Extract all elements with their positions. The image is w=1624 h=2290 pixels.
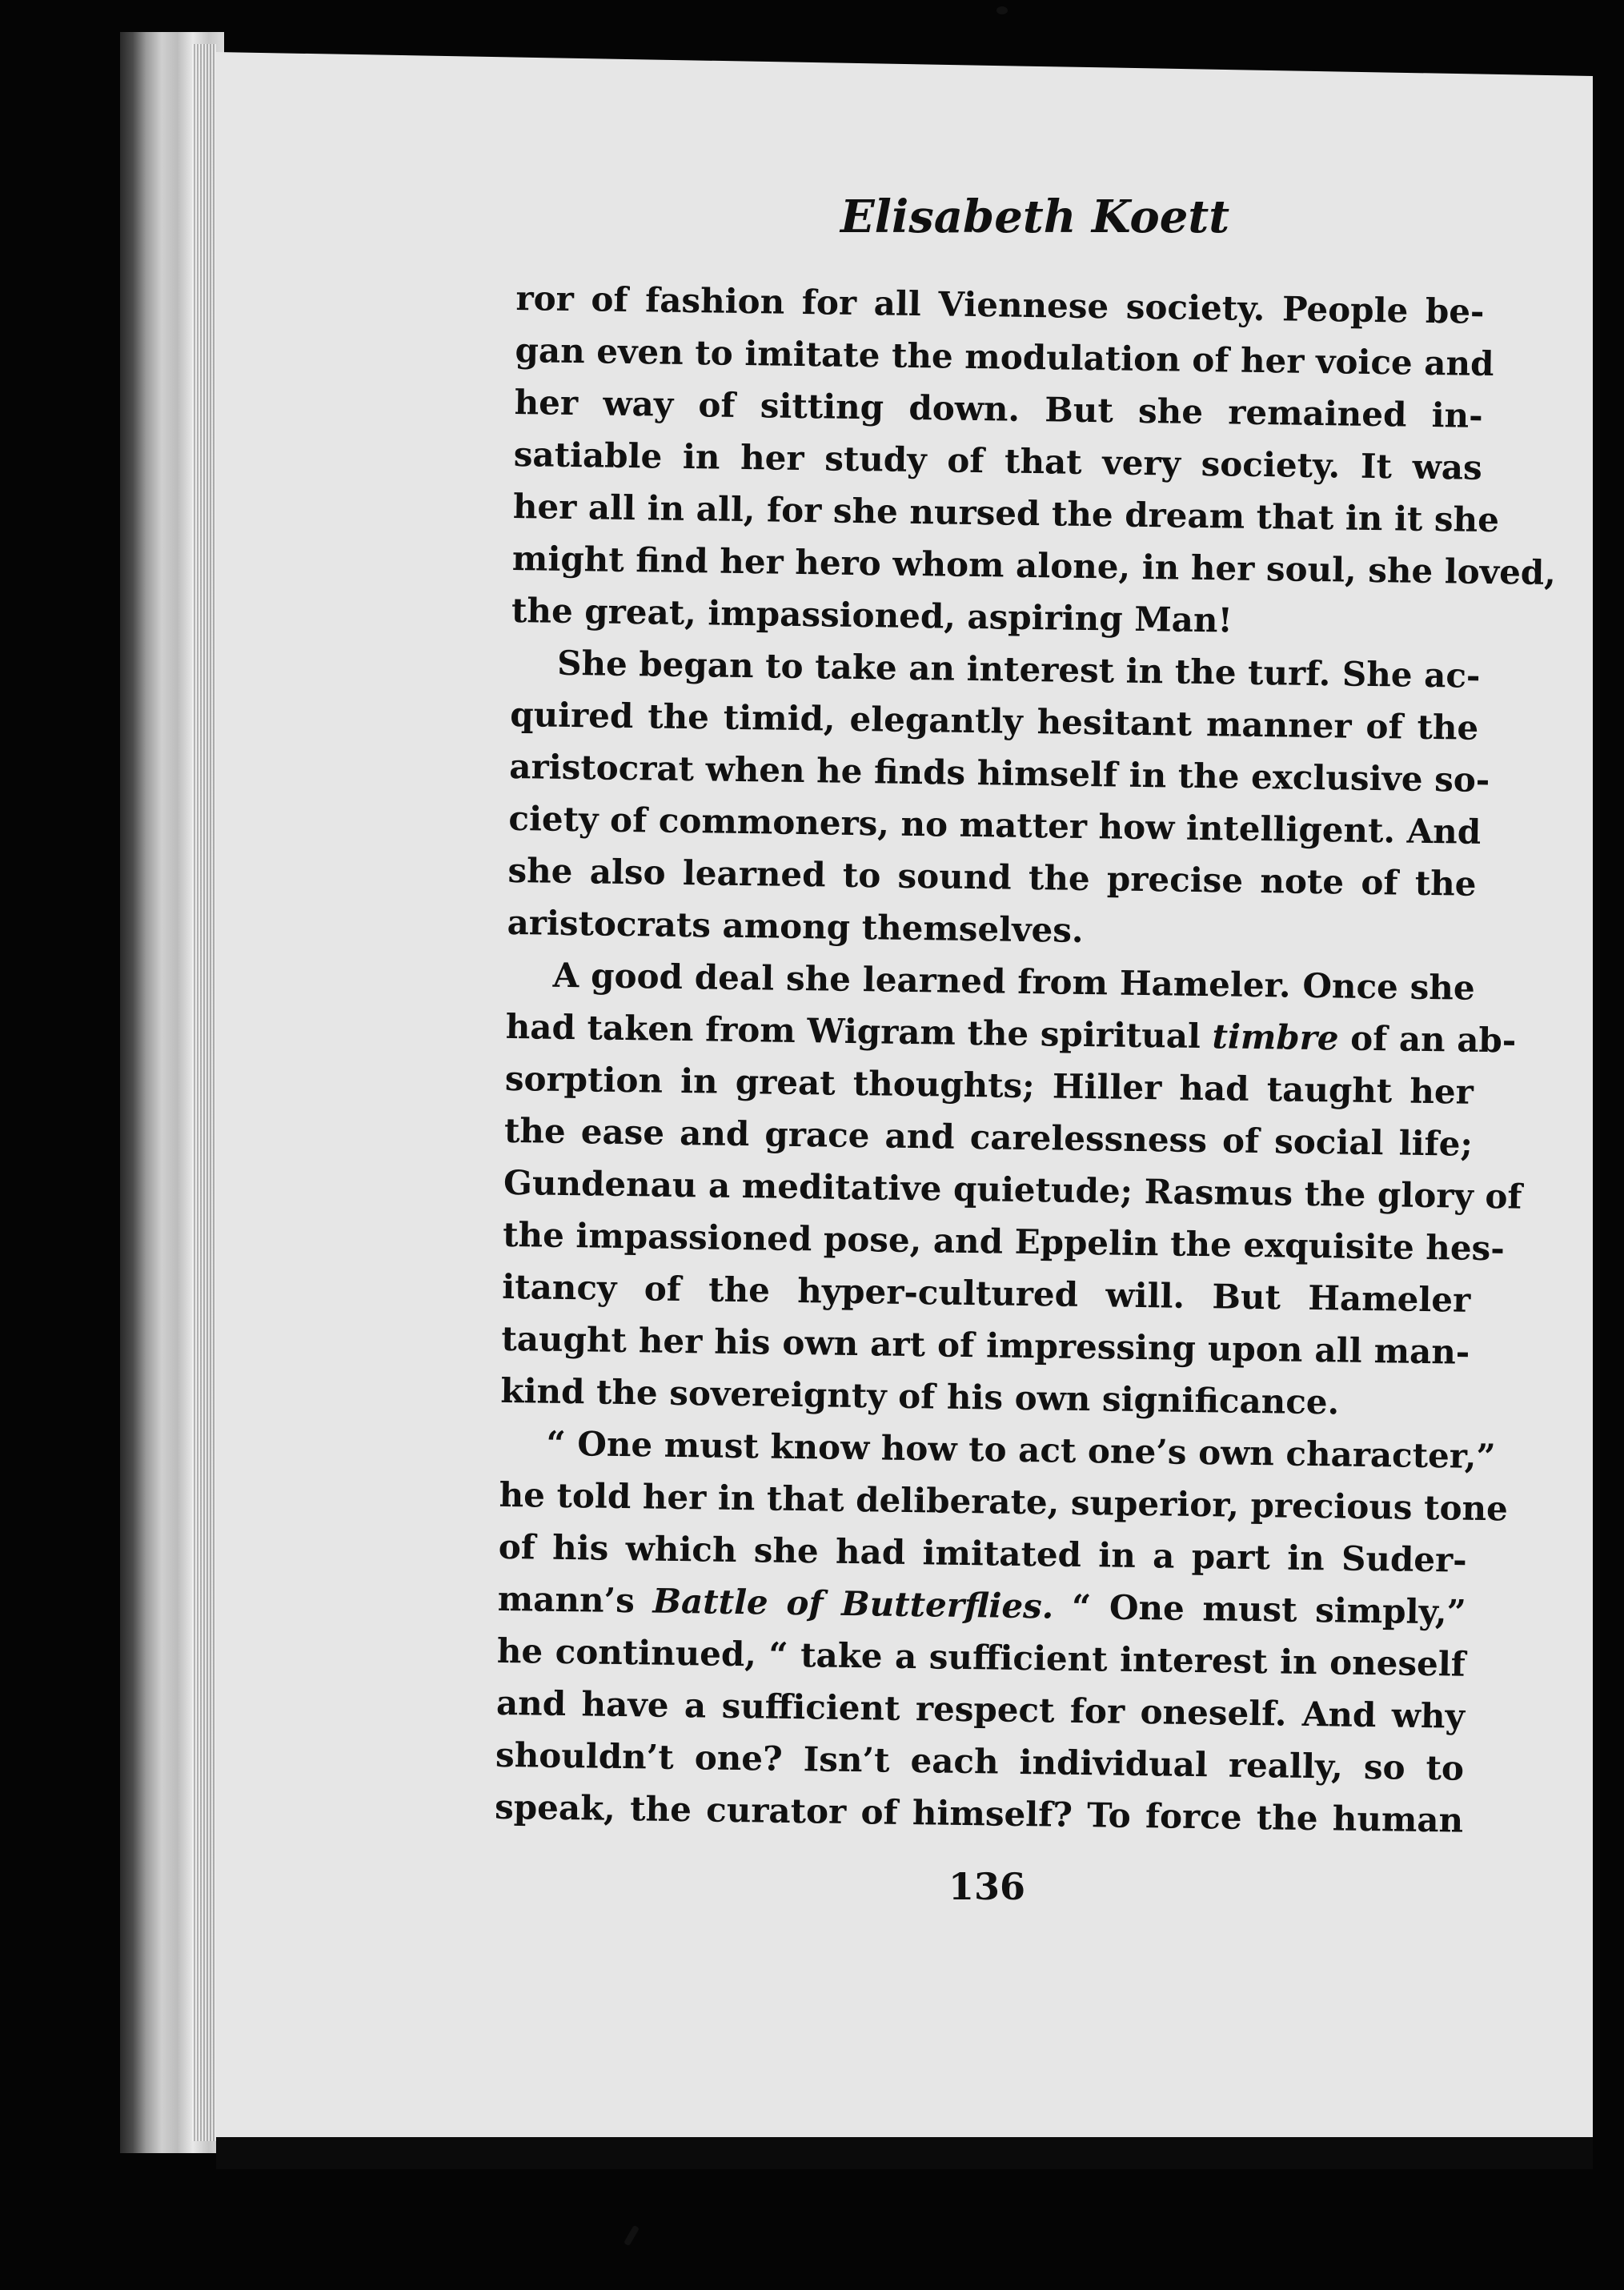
text-line: aristocrats among themselves. xyxy=(507,902,1084,950)
italic-text: Battle of Butterflies. xyxy=(652,1581,1054,1626)
text-line: gan even to imitate the modulation of her voice and xyxy=(515,330,1494,384)
text-line: she also learned to sound the precise note of the xyxy=(507,850,1477,904)
text-line: She began to take an interest in the turf. She ac- xyxy=(556,643,1481,696)
text-line: taught her his own art of impressing upon all man- xyxy=(501,1318,1470,1372)
page-bottom-shadow xyxy=(216,2137,1593,2169)
text-line: her all in all, for she nursed the dream that in it she xyxy=(512,486,1500,540)
text-line: speak, the curator of himself? To force the human xyxy=(494,1787,1464,1840)
page-number: 136 xyxy=(948,1865,1026,1908)
scan-speck xyxy=(996,6,1008,14)
book-page-edge-lines xyxy=(192,44,216,2141)
text-fragment: of an ab- xyxy=(1338,1018,1517,1061)
text-line: Gundenau a meditative quietude; Rasmus the glory of xyxy=(503,1162,1522,1217)
text-line: quired the timid, elegantly hesitant manner of the xyxy=(509,694,1479,748)
text-line: itancy of the hyper-cultured will. But Hameler xyxy=(501,1266,1471,1320)
text-line: he told her in that deliberate, superior, precious tone xyxy=(499,1474,1509,1529)
text-line: “ One must know how to act one’s own character,” xyxy=(546,1423,1497,1477)
text-line: her way of sitting down. But she remained in- xyxy=(514,382,1483,435)
text-line: A good deal she learned from Hameler. Once she xyxy=(552,955,1475,1008)
text-line: of his which she had imitated in a part in Suder- xyxy=(498,1526,1467,1580)
text-fragment: had taken from Wigram the spiritual xyxy=(505,1006,1213,1057)
italic-text: timbre xyxy=(1212,1017,1339,1058)
text-line: kind the sovereignty of his own significance. xyxy=(500,1370,1340,1422)
text-line: satiable in her study of that very society. It was xyxy=(513,434,1483,487)
running-head: Elisabeth Koett xyxy=(840,190,1230,243)
text-line: ciety of commoners, no matter how intelligent. And xyxy=(508,798,1482,852)
text-line: he continued, “ take a sufficient interest in oneself xyxy=(496,1630,1466,1684)
text-line: the impassioned pose, and Eppelin the exquisite hes- xyxy=(502,1214,1506,1269)
text-line: aristocrat when he finds himself in the exclusive so- xyxy=(509,746,1490,800)
text-line: ror of fashion for all Viennese society. People be- xyxy=(515,278,1485,331)
text-line: the great, impassioned, aspiring Man! xyxy=(511,590,1233,640)
text-fragment: “ One must simply,” xyxy=(1053,1586,1467,1632)
text-line: sorption in great thoughts; Hiller had taught her xyxy=(504,1058,1474,1112)
text-line: shouldn’t one? Isn’t each individual really, so to xyxy=(495,1735,1465,1788)
text-line: the ease and grace and carelessness of social life; xyxy=(503,1110,1474,1164)
text-line: might find her hero whom alone, in her soul, she loved, xyxy=(511,538,1557,593)
text-line: and have a sufficient respect for oneself. And why xyxy=(495,1682,1466,1736)
body-text xyxy=(494,272,1557,1847)
text-fragment: mann’s xyxy=(497,1578,653,1621)
